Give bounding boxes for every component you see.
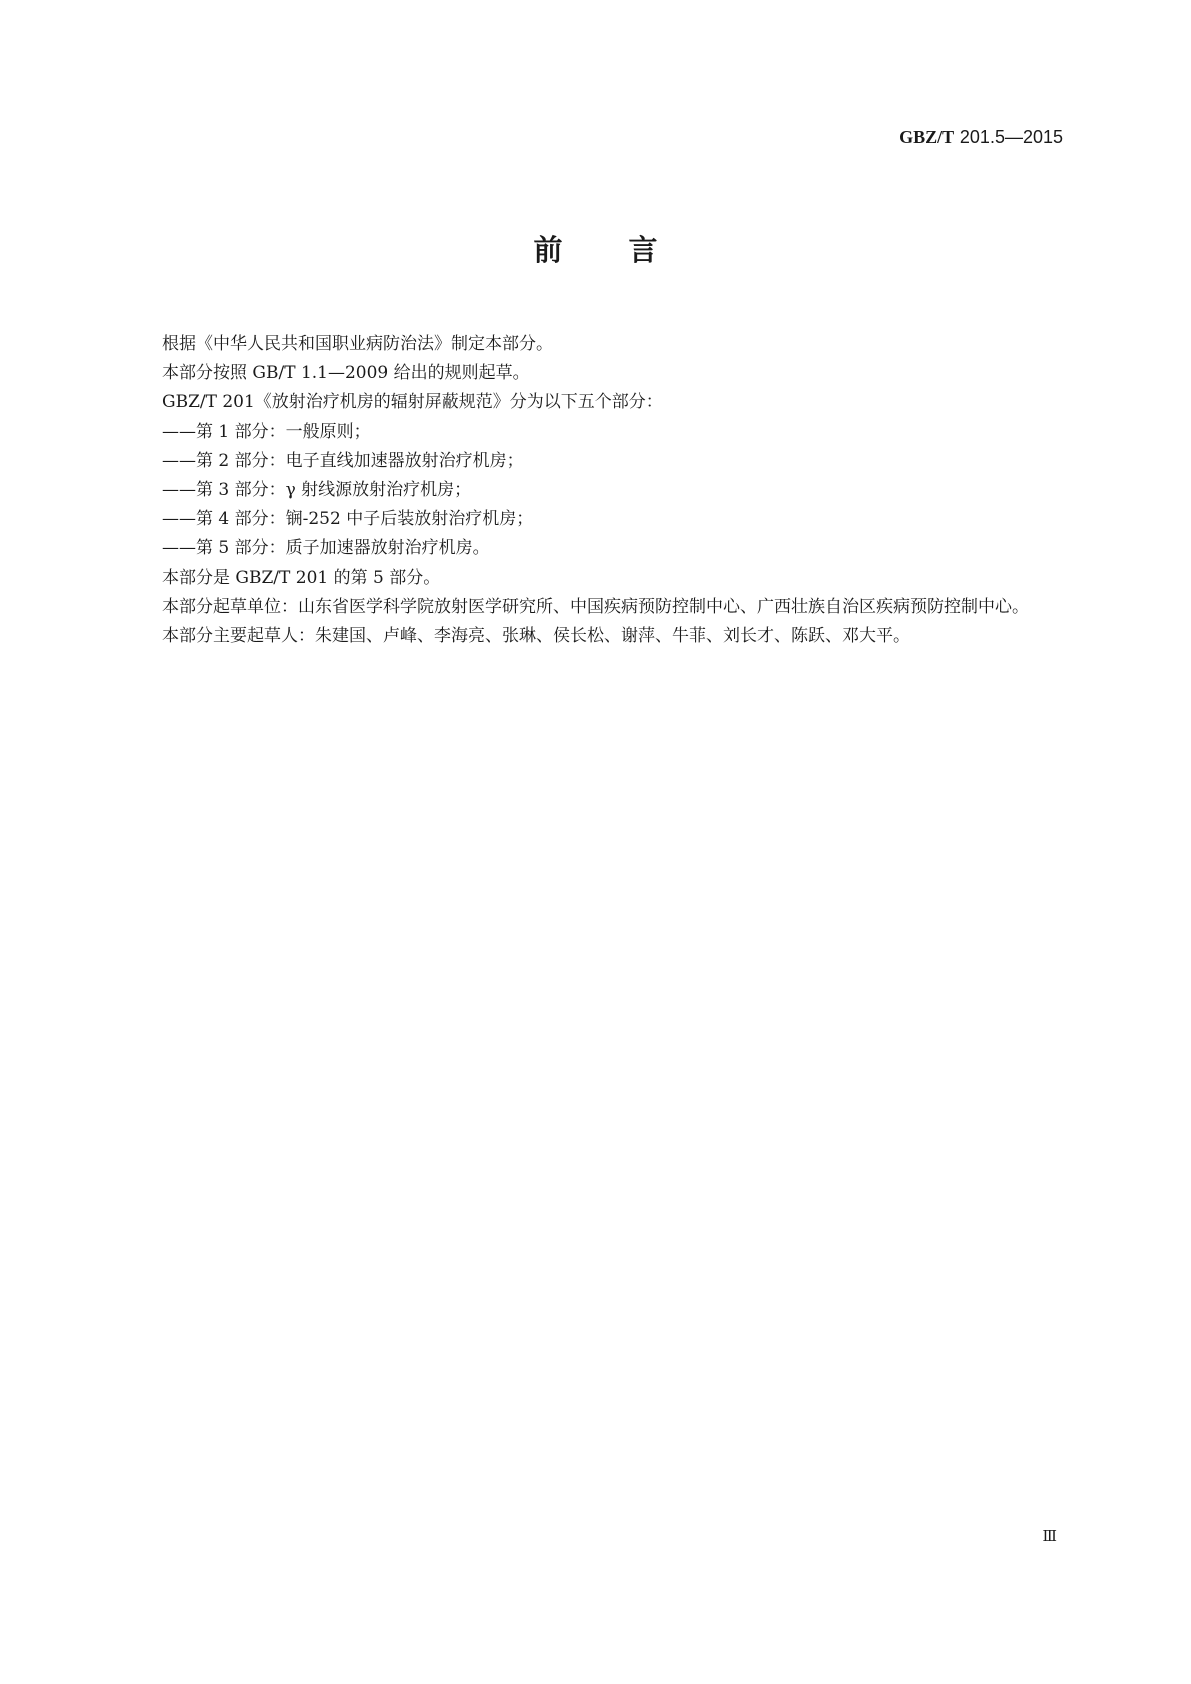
list-item: ——第 5 部分：质子加速器放射治疗机房。 bbox=[162, 538, 490, 559]
paragraph: 本部分按照 GB/T 1.1—2009 给出的规则起草。 bbox=[162, 363, 530, 384]
list-item: ——第 4 部分：锎-252 中子后装放射治疗机房； bbox=[162, 509, 534, 530]
standard-number bbox=[899, 127, 1063, 148]
page-number: Ⅲ bbox=[1042, 1527, 1057, 1545]
standard-code: 201.5—2015 bbox=[959, 127, 1063, 147]
paragraph: 本部分是 GBZ/T 201 的第 5 部分。 bbox=[162, 567, 441, 588]
list-item: ——第 2 部分：电子直线加速器放射治疗机房； bbox=[162, 450, 524, 471]
list-item: ——第 3 部分：γ 射线源放射治疗机房； bbox=[162, 480, 472, 501]
paragraph: 本部分起草单位：山东省医学科学院放射医学研究所、中国疾病预防控制中心、广西壮族自治区疾病预防控制中心。 bbox=[162, 596, 1029, 617]
paragraph: 根据《中华人民共和国职业病防治法》制定本部分。 bbox=[162, 334, 553, 354]
paragraph: GBZ/T 201《放射治疗机房的辐射屏蔽规范》分为以下五个部分： bbox=[162, 392, 663, 413]
page-title: 前言 bbox=[533, 233, 724, 267]
standard-prefix: GBZ/T bbox=[899, 127, 955, 147]
foreword-body bbox=[128, 330, 1062, 651]
paragraph: 本部分主要起草人：朱建国、卢峰、李海亮、张琳、侯长松、谢萍、牛菲、刘长才、陈跃、邓大平。 bbox=[162, 626, 910, 647]
list-item: ——第 1 部分：一般原则； bbox=[162, 421, 371, 442]
